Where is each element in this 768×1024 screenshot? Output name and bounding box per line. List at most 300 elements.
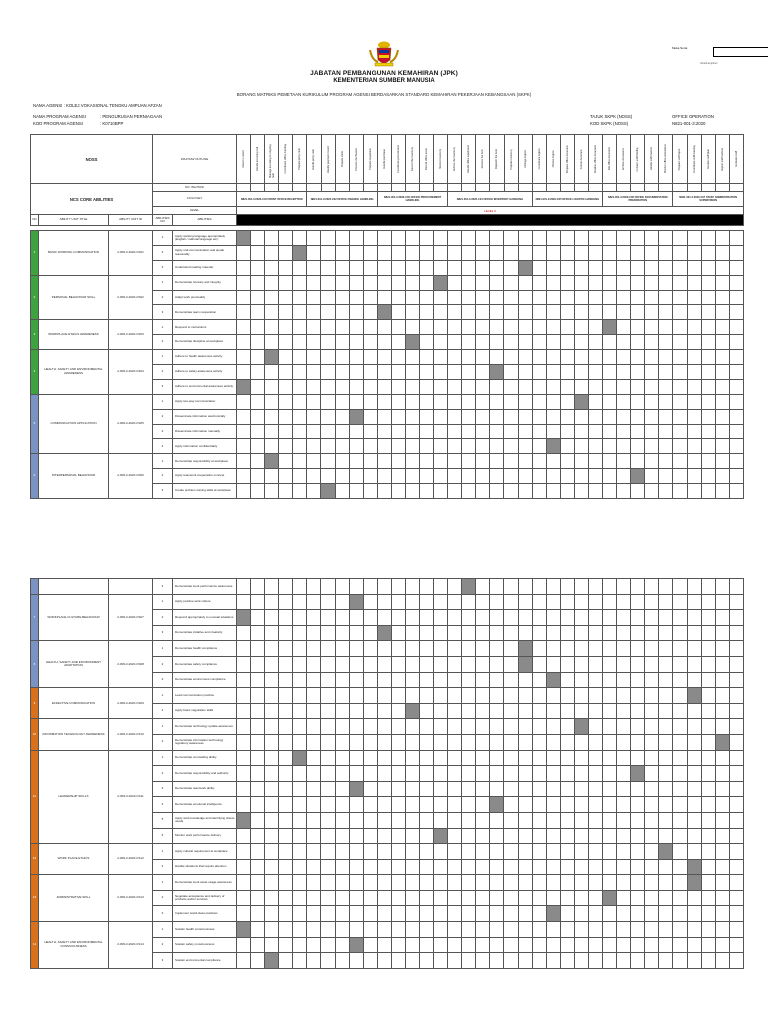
mapping-cell [490, 859, 504, 875]
mapping-cell [729, 750, 743, 766]
mapping-cell [349, 922, 363, 938]
work-activity-header [448, 135, 462, 184]
mapping-cell [265, 409, 279, 424]
mapping-cell [321, 350, 335, 365]
mapping-cell [462, 922, 476, 938]
mapping-cell [279, 231, 293, 246]
mapping-cell [631, 641, 645, 657]
mapping-cell [617, 734, 631, 750]
mapping-cell [546, 797, 560, 813]
mapping-cell [251, 875, 265, 891]
mapping-cell [574, 231, 588, 246]
mapping-cell [701, 320, 715, 335]
mapping-cell [321, 275, 335, 290]
unit-number: 3 [31, 320, 39, 350]
mapping-cell [462, 703, 476, 719]
mapping-cell [603, 719, 617, 735]
mapping-cell [729, 379, 743, 394]
mapping-cell [687, 365, 701, 380]
mapping-cell [279, 260, 293, 275]
mapping-cell [715, 350, 729, 365]
mapping-cell [617, 469, 631, 484]
mapping-cell [462, 365, 476, 380]
mapping-cell [518, 922, 532, 938]
mapping-cell [237, 812, 251, 828]
mapping-cell [518, 812, 532, 828]
mapping-cell [377, 781, 391, 797]
mapping-cell [546, 719, 560, 735]
mapping-cell [715, 469, 729, 484]
mapping-cell [687, 750, 701, 766]
mapping-cell [518, 797, 532, 813]
mapping-cell [532, 906, 546, 922]
mapping-cell [420, 379, 434, 394]
mapping-cell [405, 656, 419, 672]
mapping-cell [518, 875, 532, 891]
mapping-cell [603, 394, 617, 409]
mapping-cell [293, 688, 307, 704]
mapping-cell [391, 844, 405, 860]
mapping-cell [363, 688, 377, 704]
mapping-cell [363, 625, 377, 641]
mapping-cell [659, 953, 673, 969]
mapping-cell [349, 409, 363, 424]
mapping-cell [405, 641, 419, 657]
mapping-cell [363, 305, 377, 320]
mapping-cell [321, 439, 335, 454]
mapping-cell [574, 260, 588, 275]
mapping-cell [448, 484, 462, 499]
mapping-cell [349, 937, 363, 953]
mapping-cell [504, 350, 518, 365]
mapping-cell [251, 812, 265, 828]
mapping-cell [588, 750, 602, 766]
mapping-cell [729, 719, 743, 735]
mapping-cell [574, 937, 588, 953]
unit-number: 9 [31, 688, 39, 719]
mapping-cell [701, 260, 715, 275]
mapping-cell [631, 937, 645, 953]
mapping-cell [560, 379, 574, 394]
mapping-cell [673, 439, 687, 454]
mapping-cell [504, 610, 518, 626]
mapping-cell [434, 454, 448, 469]
mapping-cell [659, 320, 673, 335]
competency-unit: N821-001-3:2020-C03 OFFICE PROCUREMENT HANDLING [377, 192, 447, 207]
table-row [31, 594, 744, 610]
mapping-cell [631, 797, 645, 813]
mapping-cell [588, 245, 602, 260]
mapping-cell [293, 656, 307, 672]
mapping-cell [603, 409, 617, 424]
matrix-cell [574, 184, 588, 192]
mapping-cell [265, 719, 279, 735]
mapping-cell [588, 641, 602, 657]
mapping-cell [588, 656, 602, 672]
work-activity-header [377, 135, 391, 184]
mapping-cell [603, 859, 617, 875]
mapping-cell [673, 245, 687, 260]
mapping-cell [405, 719, 419, 735]
mapping-cell [279, 906, 293, 922]
col-no: NO [31, 215, 39, 226]
mapping-cell [307, 350, 321, 365]
program-code-value: : K0710BPP [100, 121, 124, 126]
mapping-cell [560, 579, 574, 595]
work-activity-label: Coordinate office meeting [284, 144, 288, 174]
mapping-cell [617, 890, 631, 906]
mapping-cell [715, 750, 729, 766]
mapping-cell [462, 890, 476, 906]
ability-text: Demonstrate emotional intelligence [173, 797, 237, 813]
mapping-cell [504, 439, 518, 454]
mapping-cell [237, 734, 251, 750]
mapping-cell [251, 245, 265, 260]
mapping-cell [349, 610, 363, 626]
mapping-cell [532, 781, 546, 797]
mapping-cell [434, 320, 448, 335]
mapping-cell [265, 365, 279, 380]
mapping-cell [391, 719, 405, 735]
mapping-cell [377, 656, 391, 672]
mapping-cell [434, 859, 448, 875]
mapping-cell [420, 579, 434, 595]
mapping-cell [279, 781, 293, 797]
mapping-cell [687, 290, 701, 305]
mapping-cell [363, 844, 377, 860]
work-activity-label: Evaluate staff [734, 151, 738, 167]
mapping-cell [377, 906, 391, 922]
mapping-cell [237, 260, 251, 275]
mapping-cell [729, 875, 743, 891]
mapping-cell [293, 625, 307, 641]
mapping-cell [462, 875, 476, 891]
ability-number: 3 [153, 260, 173, 275]
matrix-cell [279, 184, 293, 192]
mapping-cell [574, 734, 588, 750]
mapping-cell [617, 484, 631, 499]
mapping-cell [391, 906, 405, 922]
mapping-cell [574, 409, 588, 424]
matrix-cell [349, 184, 363, 192]
mapping-cell [687, 454, 701, 469]
mapping-cell [504, 335, 518, 350]
mapping-cell [405, 379, 419, 394]
mapping-cell [518, 766, 532, 782]
mapping-cell [701, 875, 715, 891]
mapping-cell [293, 781, 307, 797]
mapping-cell [279, 828, 293, 844]
mapping-cell [237, 365, 251, 380]
unit-number: 14 [31, 922, 39, 969]
mapping-cell [420, 484, 434, 499]
mapping-cell [617, 594, 631, 610]
ability-text: Adhere to health awareness activity [173, 350, 237, 365]
mapping-cell [448, 469, 462, 484]
table-row [31, 875, 744, 891]
mapping-cell [237, 424, 251, 439]
mapping-cell [279, 579, 293, 595]
mapping-cell [237, 766, 251, 782]
mapping-cell [321, 379, 335, 394]
mapping-cell [335, 350, 349, 365]
mapping-cell [532, 231, 546, 246]
mapping-cell [588, 350, 602, 365]
mapping-cell [603, 365, 617, 380]
work-activity-header [420, 135, 434, 184]
mapping-cell [645, 937, 659, 953]
mapping-cell [729, 290, 743, 305]
work-activity-header [546, 135, 560, 184]
reference-sub-label: Versi/Lampiran [700, 62, 718, 65]
mapping-cell [377, 672, 391, 688]
mapping-cell [687, 350, 701, 365]
mapping-cell [279, 625, 293, 641]
mapping-cell [265, 937, 279, 953]
mapping-cell [701, 828, 715, 844]
mapping-cell [560, 906, 574, 922]
mapping-cell [476, 828, 490, 844]
mapping-cell [518, 859, 532, 875]
mapping-cell [448, 766, 462, 782]
mapping-cell [687, 610, 701, 626]
mapping-cell [532, 394, 546, 409]
mapping-cell [251, 469, 265, 484]
mapping-cell [560, 394, 574, 409]
mapping-cell [518, 439, 532, 454]
mapping-cell [391, 797, 405, 813]
mapping-cell [631, 890, 645, 906]
mapping-cell [349, 734, 363, 750]
ability-number: 6 [153, 828, 173, 844]
mapping-cell [279, 610, 293, 626]
mapping-cell [546, 812, 560, 828]
mapping-cell [279, 656, 293, 672]
mapping-cell [363, 750, 377, 766]
mapping-cell [420, 766, 434, 782]
mapping-cell [631, 844, 645, 860]
ability-number: 2 [153, 656, 173, 672]
unit-code: 2-009-3-2020-CS12 [109, 844, 153, 875]
mapping-cell [687, 245, 701, 260]
mapping-cell [518, 231, 532, 246]
mapping-cell [349, 484, 363, 499]
mapping-cell [546, 875, 560, 891]
ability-number: 4 [153, 439, 173, 454]
unit-number: 2 [31, 275, 39, 320]
table-row [31, 394, 744, 409]
mapping-cell [307, 937, 321, 953]
ability-text: Lead communication practice [173, 688, 237, 704]
mapping-cell [560, 350, 574, 365]
mapping-cell [363, 781, 377, 797]
mapping-cell [307, 335, 321, 350]
unit-code: 2-009-3-2020-CS04 [109, 350, 153, 395]
mapping-cell [420, 812, 434, 828]
mapping-cell [659, 734, 673, 750]
mapping-cell [617, 305, 631, 320]
mapping-cell [377, 734, 391, 750]
col-abilities: ABILITIES [173, 215, 237, 226]
mapping-cell [574, 484, 588, 499]
mapping-cell [434, 703, 448, 719]
mapping-cell [251, 231, 265, 246]
mapping-cell [715, 379, 729, 394]
mapping-cell [645, 394, 659, 409]
mapping-cell [405, 290, 419, 305]
mapping-cell [434, 890, 448, 906]
mapping-cell [377, 231, 391, 246]
mapping-cell [377, 750, 391, 766]
mapping-cell [349, 579, 363, 595]
mapping-cell [574, 750, 588, 766]
mapping-cell [321, 290, 335, 305]
mapping-cell [687, 672, 701, 688]
ability-text: Demonstrate health compliance [173, 641, 237, 657]
mapping-cell [377, 890, 391, 906]
mapping-cell [588, 594, 602, 610]
mapping-cell [391, 394, 405, 409]
mapping-cell [645, 890, 659, 906]
mapping-cell [729, 484, 743, 499]
mapping-cell [363, 703, 377, 719]
mapping-cell [631, 859, 645, 875]
mapping-cell [265, 797, 279, 813]
mapping-cell [307, 703, 321, 719]
mapping-cell [588, 365, 602, 380]
mapping-cell [476, 484, 490, 499]
mapping-cell [448, 245, 462, 260]
mapping-cell [701, 439, 715, 454]
mapping-cell [659, 797, 673, 813]
mapping-cell [603, 305, 617, 320]
mapping-cell [420, 672, 434, 688]
mapping-cell [645, 424, 659, 439]
mapping-cell [265, 688, 279, 704]
mapping-cell [237, 922, 251, 938]
mapping-cell [462, 290, 476, 305]
mapping-cell [574, 859, 588, 875]
mapping-cell [476, 641, 490, 657]
mapping-cell [462, 688, 476, 704]
mapping-cell [363, 594, 377, 610]
ability-text: Adapt work punctuality [173, 290, 237, 305]
mapping-cell [687, 797, 701, 813]
mapping-cell [673, 906, 687, 922]
work-activity-label: Arrange logistic [523, 150, 527, 168]
mapping-cell [687, 484, 701, 499]
mapping-cell [349, 379, 363, 394]
mapping-cell [349, 350, 363, 365]
mapping-cell [617, 424, 631, 439]
mapping-cell [476, 424, 490, 439]
mapping-cell [546, 439, 560, 454]
mapping-cell [518, 469, 532, 484]
work-activity-label: Process the finance [354, 147, 358, 171]
mapping-cell [405, 766, 419, 782]
mapping-cell [476, 320, 490, 335]
mapping-cell [729, 469, 743, 484]
mapping-cell [673, 703, 687, 719]
mapping-cell [546, 305, 560, 320]
mapping-cell [603, 424, 617, 439]
matrix-cell [321, 184, 335, 192]
mapping-cell [490, 906, 504, 922]
mapping-cell [687, 844, 701, 860]
mapping-cell [603, 231, 617, 246]
work-activity-header [279, 135, 293, 184]
mapping-cell [729, 656, 743, 672]
mapping-cell [391, 641, 405, 657]
mapping-cell [391, 688, 405, 704]
mapping-cell [251, 703, 265, 719]
work-activity-header [560, 135, 574, 184]
mapping-cell [659, 231, 673, 246]
skpk-code-value: N821-001-3:2020 [672, 121, 706, 126]
mapping-cell [335, 750, 349, 766]
mapping-cell [729, 350, 743, 365]
mapping-cell [462, 231, 476, 246]
mapping-cell [349, 844, 363, 860]
mapping-cell [349, 656, 363, 672]
mapping-cell [349, 688, 363, 704]
mapping-cell [420, 734, 434, 750]
mapping-cell [659, 766, 673, 782]
mapping-cell [532, 828, 546, 844]
table-row [31, 688, 744, 704]
mapping-cell [603, 750, 617, 766]
work-activity-label: Handle payment record [326, 145, 330, 173]
mapping-cell [377, 305, 391, 320]
mapping-cell [645, 439, 659, 454]
mapping-cell [434, 305, 448, 320]
mapping-cell [363, 953, 377, 969]
mapping-cell [701, 766, 715, 782]
mapping-cell [490, 781, 504, 797]
mapping-cell [434, 424, 448, 439]
unit-code: 2-009-3-2020-CS06 [109, 454, 153, 499]
mapping-cell [293, 750, 307, 766]
mapping-cell [617, 260, 631, 275]
mapping-cell [588, 922, 602, 938]
mapping-cell [377, 424, 391, 439]
mapping-cell [237, 290, 251, 305]
mapping-cell [504, 454, 518, 469]
mapping-cell [405, 305, 419, 320]
mapping-cell [251, 424, 265, 439]
mapping-cell [546, 610, 560, 626]
mapping-cell [673, 734, 687, 750]
mapping-cell [321, 579, 335, 595]
mapping-cell [434, 812, 448, 828]
ability-number: 3 [153, 625, 173, 641]
mapping-cell [279, 335, 293, 350]
mapping-cell [307, 906, 321, 922]
mapping-cell [631, 610, 645, 626]
unit-title: LEADERSHIP SKILLS [39, 750, 109, 844]
mapping-cell [434, 641, 448, 657]
mapping-cell [617, 625, 631, 641]
matrix-cell [462, 184, 476, 192]
mapping-cell [462, 484, 476, 499]
matrix-cell [420, 184, 434, 192]
mapping-cell [532, 579, 546, 595]
mapping-cell [574, 305, 588, 320]
mapping-cell [518, 365, 532, 380]
mapping-cell [377, 812, 391, 828]
mapping-cell [574, 875, 588, 891]
mapping-cell [518, 641, 532, 657]
